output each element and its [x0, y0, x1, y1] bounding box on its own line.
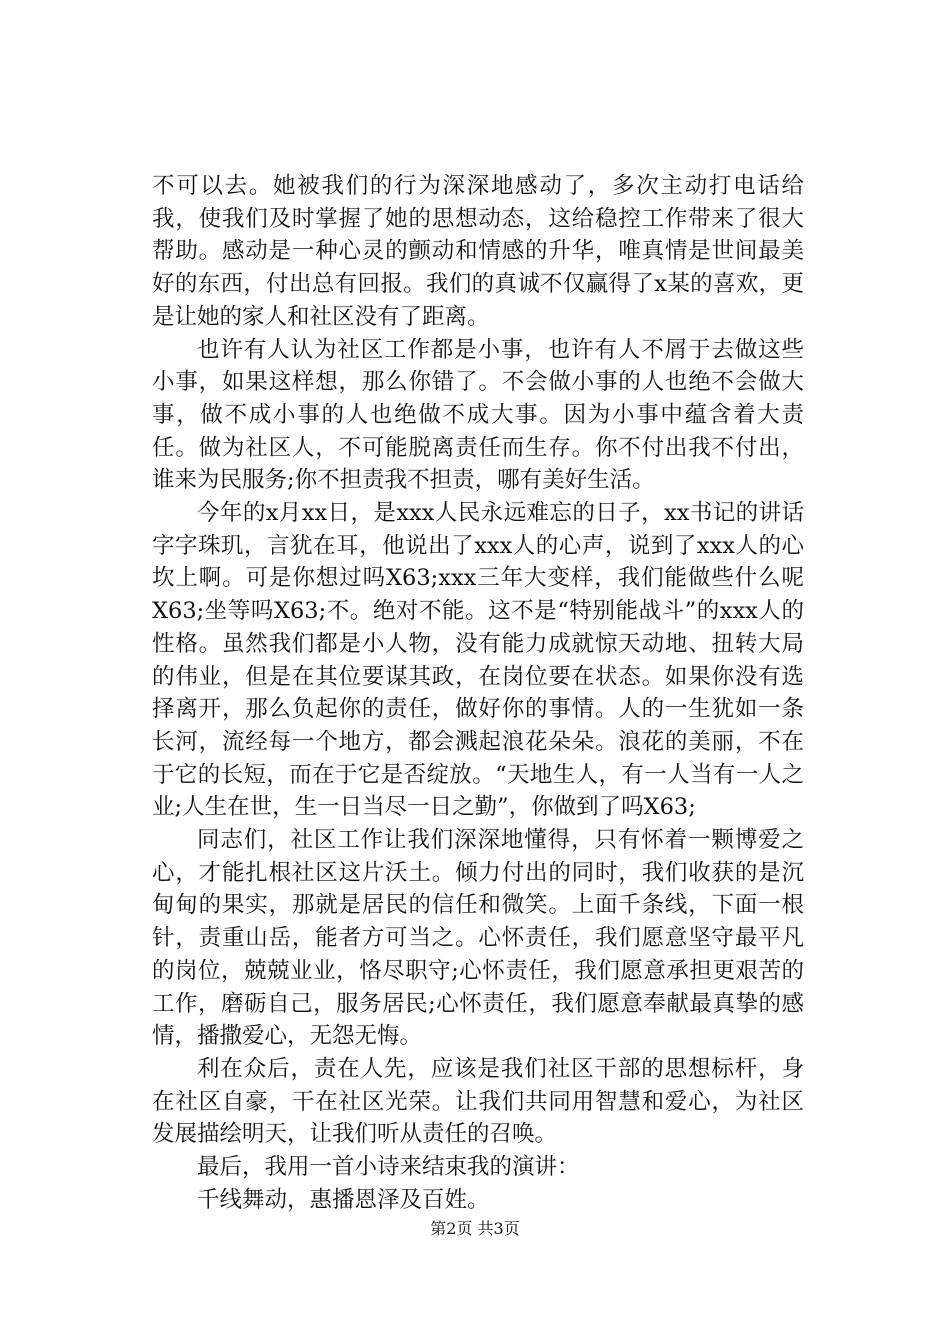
paragraph: 不可以去。她被我们的行为深深地感动了，多次主动打电话给我，使我们及时掌握了她的思想动态，这给稳控工作带来了很大帮助。感动是一种心灵的颤动和情感的升华，唯真情是世间最美好的东西，付出总有回报。我们的真诚不仅赢得了x某的喜欢，更是让她的家人和社区没有了距离。 — [152, 173, 804, 330]
paragraph: 也许有人认为社区工作都是小事，也许有人不屑于去做这些小事，如果这样想，那么你错了。不会做小事的人也绝不会做大事，做不成小事的人也绝做不成大事。因为小事中蕴含着大责任。做为社区人，不可能脱离责任而生存。你不付出我不付出，谁来为民服务;你不担责我不担责，哪有美好生活。 — [152, 336, 804, 494]
paragraph: 今年的x月xx日，是xxx人民永远难忘的日子，xx书记的讲话字字珠玑，言犹在耳，他说出了xxx人的心声，说到了xxx人的心坎上啊。可是你想过吗X63;xxx三年大变样，我们能做些什么呢X63;坐等吗X63;不。绝对不能。这不是“特别能战斗”的xxx人的性格。虽然我们都是小人物，没有能力成就惊天动地、扭转大局的伟业，但是在其位要谋其政，在岗位要在状态。如果你没有选择离开，那么负起你的责任，做好你的事情。人的一生犹如一条长河，流经每一个地方，都会溅起浪花朵朵。浪花的美丽，不在于它的长短，而在于它是否绽放。“天地生人，有一人当有一人之业;人生在世，生一日当尽一日之勤”，你做到了吗X63; — [152, 500, 804, 821]
document-body — [152, 170, 804, 1217]
page-footer — [0, 1219, 950, 1239]
paragraph: 同志们，社区工作让我们深深地懂得，只有怀着一颗博爱之心，才能扎根社区这片沃土。倾力付出的同时，我们收获的是沉甸甸的果实，那就是居民的信任和微笑。上面千条线，下面一根针，责重山岳，能者方可当之。心怀责任，我们愿意坚守最平凡的岗位，兢兢业业，恪尽职守;心怀责任，我们愿意承担更艰苦的工作，磨砺自己，服务居民;心怀责任，我们愿意奉献最真挚的感情，播撒爱心，无怨无悔。 — [152, 827, 804, 1050]
page-number-label: 第2页 共3页 — [430, 1219, 520, 1238]
paragraph: 千线舞动，惠播恩泽及百姓。 — [197, 1186, 490, 1213]
paragraph: 最后，我用一首小诗来结束我的演讲： — [197, 1154, 580, 1181]
paragraph: 利在众后，责在人先，应该是我们社区干部的思想标杆，身在社区自豪，干在社区光荣。让我们共同用智慧和爱心，为社区发展描绘明天，让我们听从责任的召唤。 — [152, 1055, 804, 1148]
